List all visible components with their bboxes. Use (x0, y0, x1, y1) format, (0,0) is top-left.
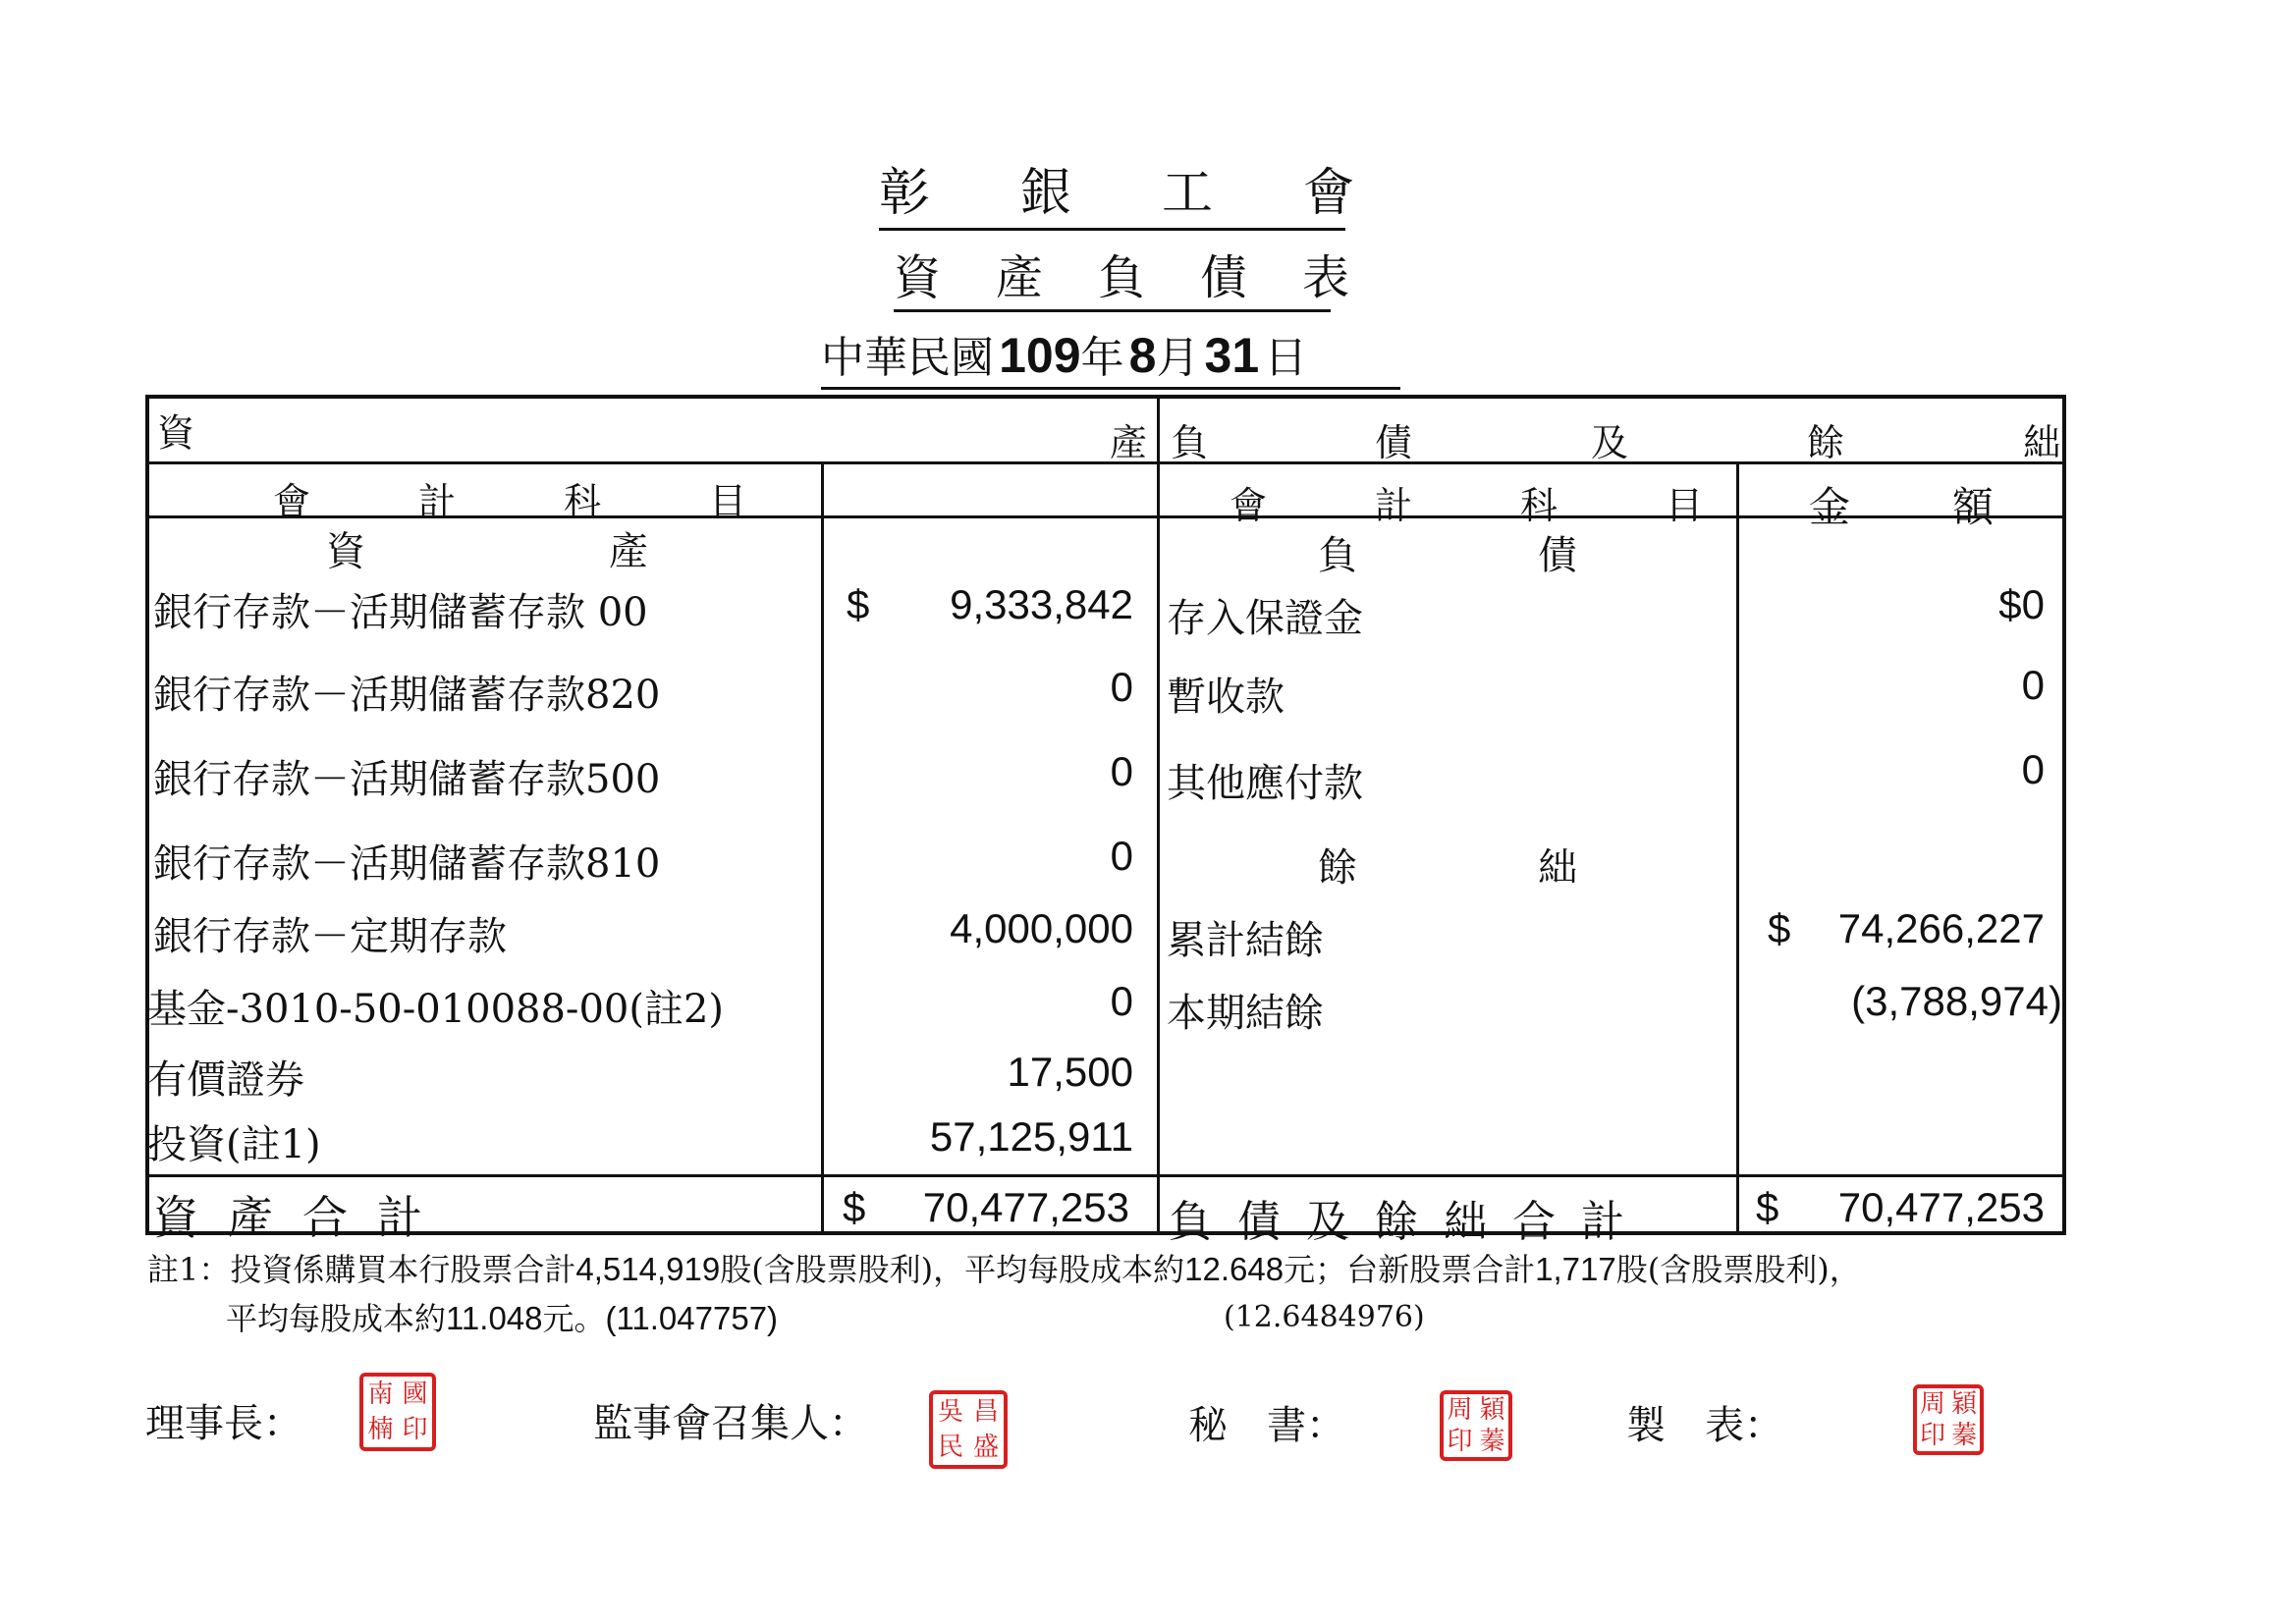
header-row-divider (147, 461, 2064, 464)
seal-char: 吳 (937, 1397, 963, 1427)
asset-label-5: 基金-3010-50-010088-00(註2) (147, 987, 725, 1032)
signature-preparer-label: 製 表： (1626, 1403, 1783, 1448)
note-2-cost-b: 11.048 (446, 1300, 543, 1336)
note-1-precise-a: (12.6484976) (1224, 1300, 1425, 1334)
signature-supervisor-label: 監事會召集人： (593, 1401, 868, 1446)
col-header-amount-b: 額 (1952, 483, 1995, 531)
total-assets-currency: $ (843, 1184, 866, 1230)
total-liab-currency: $ (1756, 1184, 1779, 1230)
chair-seal-stamp (359, 1373, 436, 1451)
note-1-shares-a: 4,514,919 (575, 1251, 721, 1287)
signature-secretary-label: 秘 書： (1188, 1403, 1345, 1448)
date-day-unit: 日 (1264, 333, 1308, 383)
seal-char: 南 (367, 1380, 394, 1409)
surplus-currency-0: $ (1768, 905, 1791, 951)
seal-char: 周 (1447, 1395, 1473, 1425)
liability-label-0: 存入保證金 (1167, 596, 1363, 641)
liability-amount-1: 0 (2021, 662, 2045, 708)
liability-amount-2: 0 (2021, 746, 2045, 792)
col-header-amount-a: 金 (1809, 483, 1851, 531)
totals-row-divider (147, 1174, 2064, 1177)
report-date (821, 326, 1400, 390)
asset-amount-0: 9,333,842 (950, 581, 1133, 627)
date-year: 109 (999, 328, 1081, 383)
supervisor-seal-stamp (929, 1390, 1008, 1469)
seal-char: 穎 (1479, 1395, 1505, 1425)
asset-label-3: 銀行存款－活期儲蓄存款810 (153, 841, 661, 887)
asset-amount-4: 4,000,000 (950, 905, 1133, 951)
signature-chair-label: 理事長： (145, 1401, 302, 1446)
note-1-line-2 (226, 1294, 778, 1339)
seal-char: 周 (1919, 1389, 1945, 1419)
secretary-seal-stamp (1440, 1390, 1512, 1461)
section-assets-b: 產 (1110, 421, 1148, 464)
seal-char: 國 (402, 1380, 428, 1409)
note-1-shares-b: 1,717 (1535, 1251, 1616, 1287)
seal-char: 蓁 (1950, 1421, 1977, 1450)
right-amount-divider (1736, 463, 1739, 1233)
group-assets-a: 資 (326, 529, 365, 574)
asset-label-1: 銀行存款－活期儲蓄存款820 (153, 673, 661, 718)
preparer-seal-stamp (1913, 1384, 1984, 1455)
section-assets-a: 資 (157, 411, 195, 455)
section-liab-2: 債 (1375, 421, 1413, 464)
asset-amount-3: 0 (1110, 833, 1133, 879)
seal-char: 印 (402, 1415, 428, 1444)
date-month-unit: 月 (1156, 333, 1200, 383)
section-liab-4: 餘 (1807, 421, 1845, 464)
note-1-text-g: 股(含股票股利)， (1615, 1251, 1861, 1288)
seal-char: 印 (1919, 1421, 1945, 1450)
total-liab-amount: 70,477,253 (1837, 1184, 2045, 1230)
note-1-cost-a: 12.648 (1184, 1251, 1285, 1287)
asset-label-0: 銀行存款－活期儲蓄存款 00 (153, 590, 648, 635)
seal-char: 楠 (367, 1415, 394, 1444)
asset-currency-0: $ (847, 581, 870, 627)
asset-amount-5: 0 (1110, 978, 1133, 1024)
left-amount-divider (821, 463, 824, 1233)
date-prefix: 中華民國 (821, 333, 994, 383)
seal-char: 印 (1447, 1427, 1473, 1456)
center-divider (1157, 397, 1160, 1233)
surplus-amount-1: (3,788,974) (1851, 978, 2062, 1024)
date-year-unit: 年 (1080, 333, 1124, 383)
note-1-text-e: 元；台新股票合計 (1284, 1251, 1536, 1288)
note-1-line-1 (147, 1245, 1861, 1290)
asset-label-7: 投資(註1) (147, 1122, 321, 1167)
group-liab-a: 負 (1318, 533, 1357, 578)
liability-amount-0: $0 (1998, 581, 2045, 627)
group-liab-b: 債 (1538, 533, 1577, 578)
date-month: 8 (1128, 328, 1157, 383)
group-surplus-a: 餘 (1318, 845, 1357, 891)
asset-label-2: 銀行存款－活期儲蓄存款500 (153, 757, 661, 802)
total-assets-label: 資產合計 (153, 1191, 452, 1244)
note-2-text-a: 平均每股成本約 (226, 1300, 447, 1337)
seal-char: 蓁 (1479, 1427, 1505, 1456)
note-1-text-c: 股(含股票股利)，平均每股成本約 (720, 1251, 1185, 1288)
asset-amount-2: 0 (1110, 748, 1133, 794)
asset-amount-1: 0 (1110, 664, 1133, 710)
date-day: 31 (1204, 328, 1260, 383)
group-assets-b: 產 (609, 529, 648, 574)
section-liab-5: 絀 (2023, 421, 2061, 464)
org-title: 彰銀工會 (879, 165, 1345, 231)
seal-char: 穎 (1950, 1389, 1977, 1419)
total-liab-label: 負債及餘絀合計 (1169, 1197, 1650, 1247)
asset-amount-7: 57,125,911 (929, 1113, 1133, 1160)
seal-char: 民 (937, 1433, 963, 1462)
surplus-label-1: 本期結餘 (1167, 991, 1324, 1036)
note-2-precise-b: (11.047757) (605, 1300, 779, 1336)
liability-label-2: 其他應付款 (1167, 761, 1363, 806)
col-header-account-right: 會計科目 (1230, 484, 1812, 527)
total-assets-amount: 70,477,253 (922, 1184, 1129, 1230)
group-surplus-b: 絀 (1538, 845, 1577, 891)
surplus-label-0: 累計結餘 (1167, 918, 1324, 963)
seal-char: 盛 (972, 1433, 999, 1462)
liability-label-1: 暫收款 (1167, 675, 1285, 720)
asset-label-6: 有價證券 (147, 1057, 304, 1103)
seal-char: 昌 (972, 1397, 999, 1427)
section-liab-3: 及 (1591, 421, 1629, 464)
surplus-amount-0: 74,266,227 (1837, 905, 2045, 951)
asset-amount-6: 17,500 (1007, 1049, 1133, 1095)
note-2-text-c: 元。 (542, 1300, 606, 1337)
section-liab-1: 負 (1171, 421, 1209, 464)
col-header-account-left: 會計科目 (273, 480, 855, 523)
document-title: 資產負債表 (894, 251, 1331, 312)
note-1-text-a: 註1：投資係購買本行股票合計 (147, 1251, 576, 1288)
asset-label-4: 銀行存款－定期存款 (153, 914, 507, 959)
